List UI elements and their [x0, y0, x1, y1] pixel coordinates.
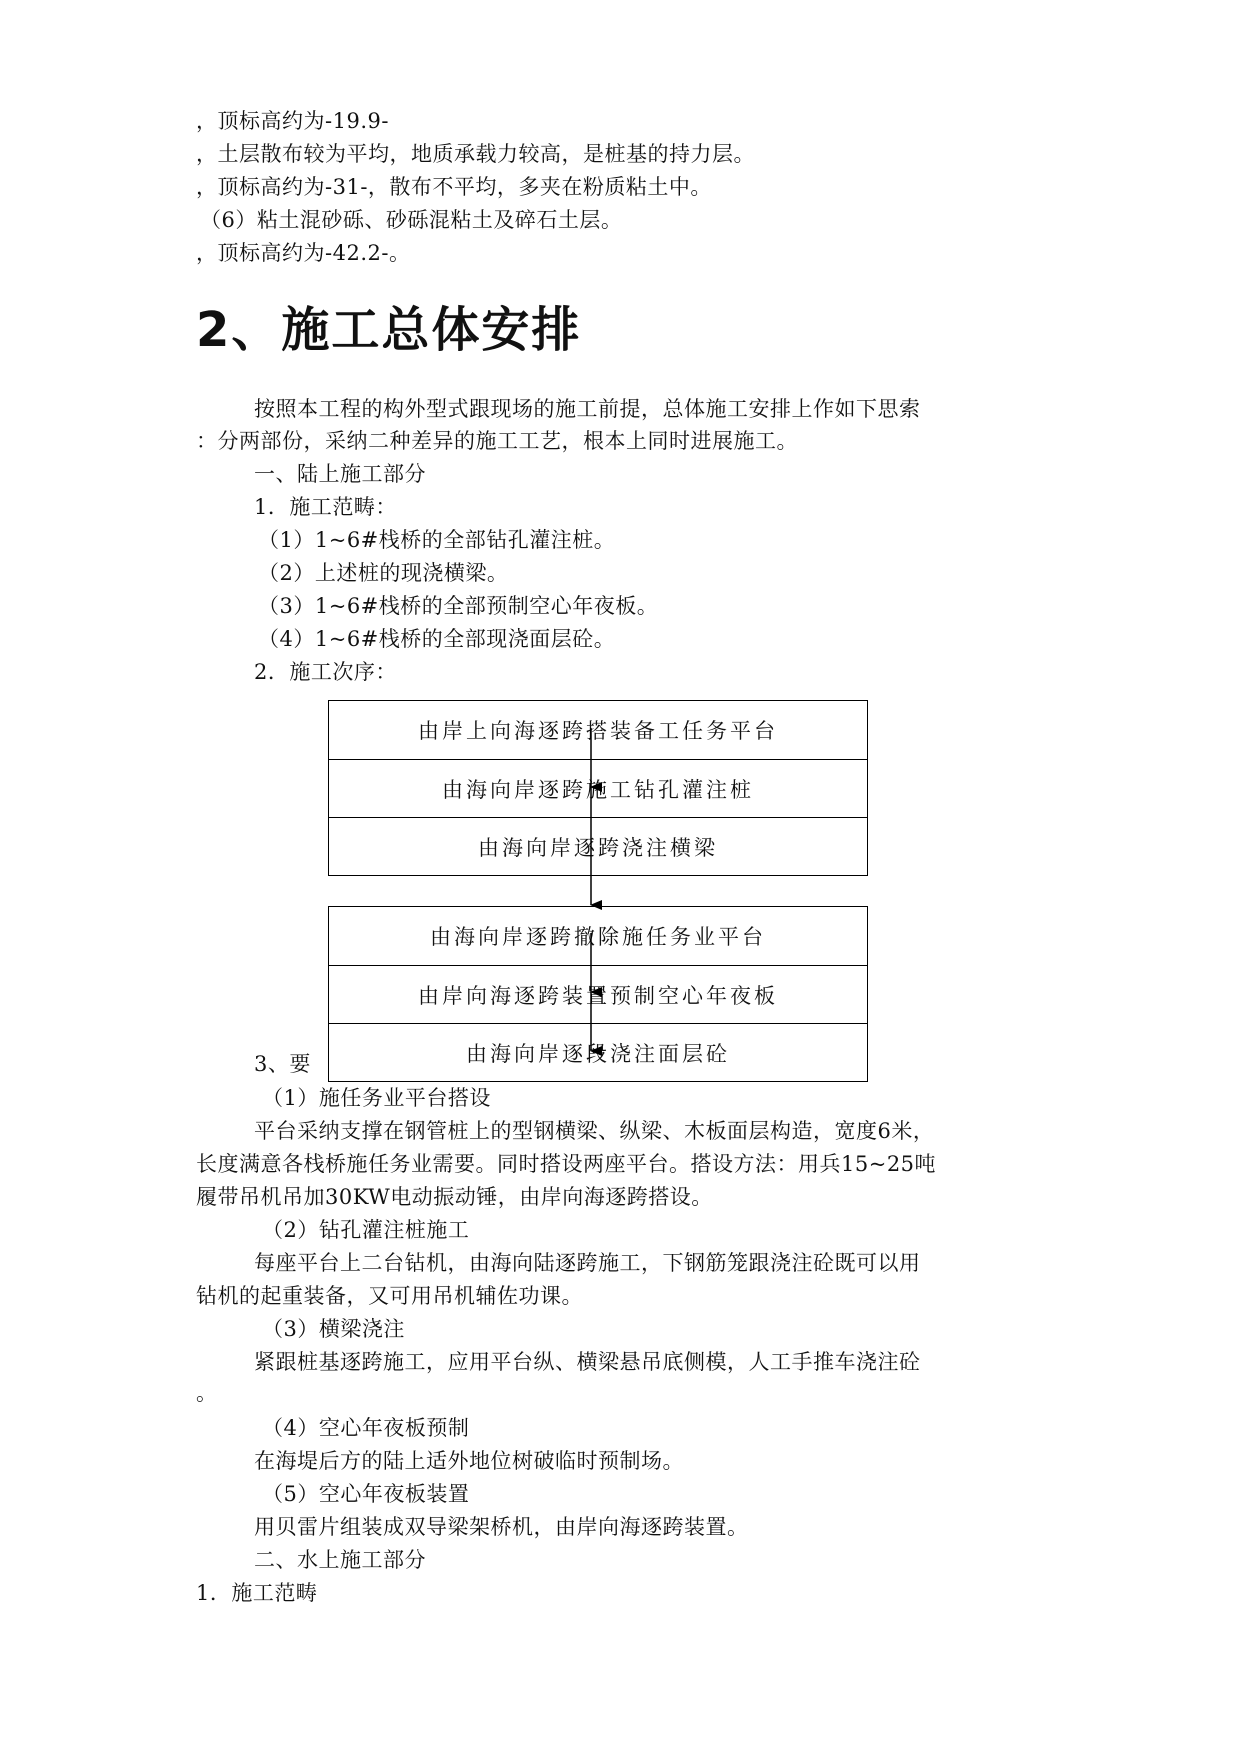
key-point-4-line-1: 在海堤后方的陆上适外地位树破临时预制场。 [254, 1449, 684, 1473]
key-point-3-line-2: 。 [196, 1381, 218, 1405]
key-point-1-line-1: 平台采纳支撑在钢管桩上的型钢横梁、纵梁、木板面层构造，宽度6米， [254, 1119, 935, 1143]
water-section-title: 二、水上施工部分 [254, 1548, 426, 1572]
key-point-3-title: （3）横梁浇注 [262, 1317, 405, 1341]
land-scope-item-2: （2）上述桩的现浇横梁。 [258, 561, 509, 585]
key-point-3-line-1: 紧跟桩基逐跨施工，应用平台纵、横梁悬吊底侧模，人工手推车浇注砼 [254, 1350, 921, 1374]
intro-line-2: ：分两部份，采纳二种差异的施工工艺，根本上同时进展施工。 [196, 429, 798, 453]
land-scope-item-3: （3）1~6#栈桥的全部预制空心年夜板。 [258, 594, 659, 618]
land-section-title: 一、陆上施工部分 [254, 462, 426, 486]
flowchart-group-1 [328, 700, 868, 876]
key-point-2-title: （2）钻孔灌注桩施工 [262, 1218, 470, 1242]
geology-line-1: ，顶标高约为-19.9- [196, 109, 389, 133]
land-scope-title: 1．施工范畴： [254, 495, 397, 519]
flowchart-group-2 [328, 906, 868, 1082]
land-scope-item-4: （4）1~6#栈桥的全部现浇面层砼。 [258, 627, 616, 651]
flow-step-2: 由海向岸逐跨施工钻孔灌注桩 [329, 759, 867, 817]
intro-line-1: 按照本工程的构外型式跟现场的施工前提，总体施工安排上作如下思索 [254, 397, 921, 421]
geology-line-3: ，顶标高约为-31-，散布不平均，多夹在粉质粘土中。 [196, 175, 712, 199]
geology-line-2: ，土层散布较为平均，地质承载力较高，是桩基的持力层。 [196, 142, 755, 166]
land-sequence-title: 2．施工次序： [254, 660, 397, 684]
key-point-5-title: （5）空心年夜板装置 [262, 1482, 470, 1506]
water-scope-title: 1．施工范畴 [196, 1581, 318, 1605]
flow-step-6: 由海向岸逐段浇注面层砼 [329, 1023, 867, 1081]
flow-step-1: 由岸上向海逐跨搭装备工任务平台 [418, 719, 778, 743]
key-point-2-line-2: 钻机的起重装备，又可用吊机辅佐功课。 [196, 1284, 583, 1308]
key-point-1-line-2: 长度满意各栈桥施任务业需要。同时搭设两座平台。搭设方法：用兵15~25吨 [196, 1152, 937, 1176]
key-point-2-line-1: 每座平台上二台钻机，由海向陆逐跨施工，下钢筋笼跟浇注砼既可以用 [254, 1251, 921, 1275]
flow-step-3: 由海向岸逐跨浇注横梁 [329, 817, 867, 875]
flow-step-5: 由岸向海逐跨装置预制空心年夜板 [329, 965, 867, 1023]
key-point-1-line-3: 履带吊机吊加30KW电动振动锤，由岸向海逐跨搭设。 [196, 1185, 713, 1209]
key-points-title: 3、要 [254, 1052, 311, 1076]
key-point-4-title: （4）空心年夜板预制 [262, 1416, 470, 1440]
key-point-5-line-1: 用贝雷片组装成双导梁架桥机，由岸向海逐跨装置。 [254, 1515, 749, 1539]
geology-line-5: ，顶标高约为-42.2-。 [196, 241, 411, 265]
flow-step-4: 由海向岸逐跨撤除施任务业平台 [430, 925, 766, 949]
section-heading: 2、施工总体安排 [196, 302, 582, 358]
key-point-1-title: （1）施任务业平台搭设 [262, 1086, 491, 1110]
geology-line-4: （6）粘土混砂砾、砂砾混粘土及碎石土层。 [200, 208, 623, 232]
land-scope-item-1: （1）1~6#栈桥的全部钻孔灌注桩。 [258, 528, 616, 552]
